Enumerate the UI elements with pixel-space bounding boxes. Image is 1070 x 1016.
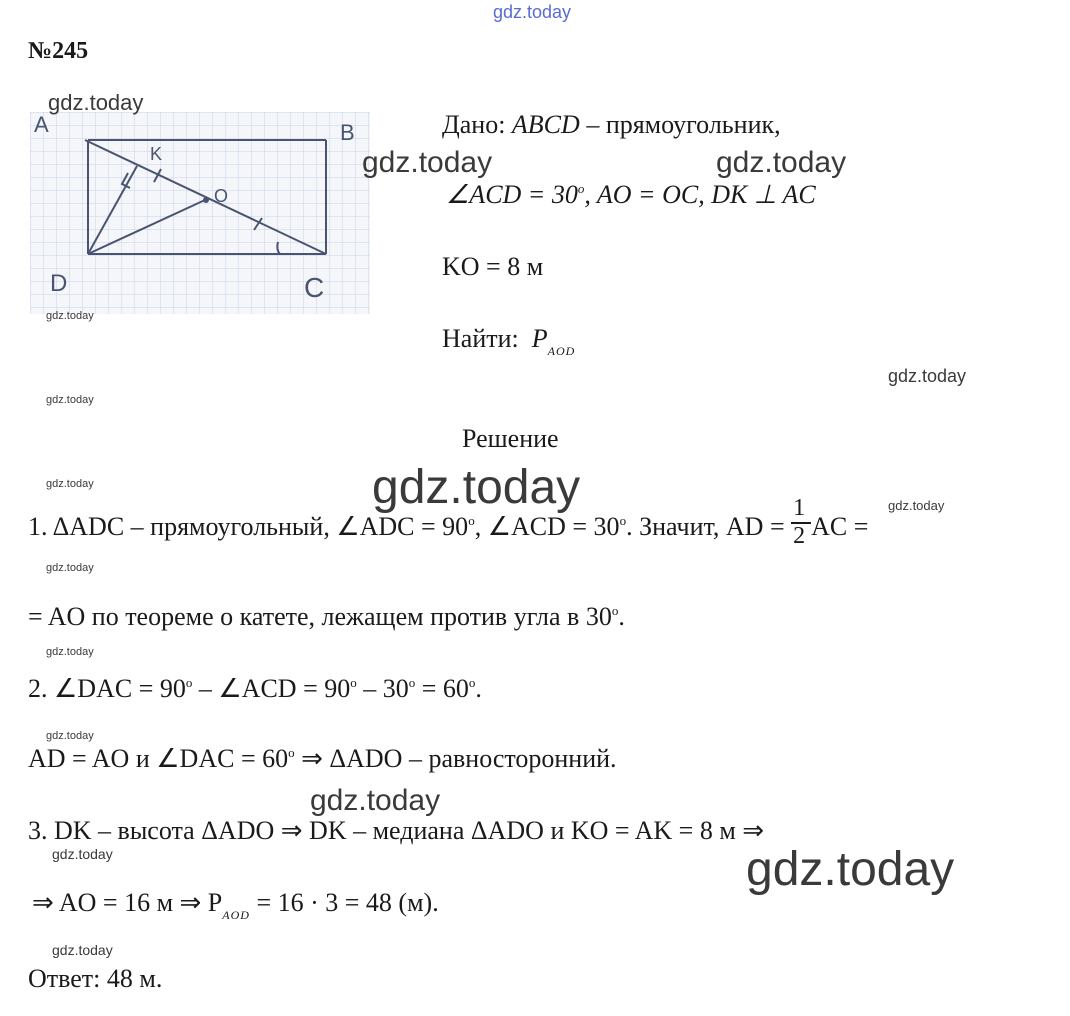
watermark: gdz.today <box>888 366 967 386</box>
watermark: gdz.today <box>716 146 847 179</box>
watermark: gdz.today <box>746 843 955 896</box>
problem-number: №245 <box>28 38 89 64</box>
watermark: gdz.today <box>46 730 94 742</box>
watermark: gdz.today <box>46 310 94 322</box>
figure-label-b: B <box>340 120 355 145</box>
step-2-line-2: AD = AO и ∠DAC = $60^o$ ⇒ ΔADO – равносторонний. <box>28 744 617 773</box>
figure-label-c: C <box>304 272 325 303</box>
fraction-one-half: $\frac{1}{2}$ <box>791 513 811 539</box>
step-3-line-1: 3. DK – высота ΔADO ⇒ DK – медиана ΔADO и KO = AK = 8 м ⇒ <box>28 816 765 845</box>
answer: Ответ: 48 м. <box>28 964 163 993</box>
watermark: gdz.today <box>46 646 94 658</box>
watermark: gdz.today <box>372 461 581 514</box>
watermark-top: gdz.today <box>493 2 572 22</box>
step-3-line-2: ⇒ AO = 16 м ⇒ $P_{AOD} = 16 \cdot 3 = 48$ (м). <box>32 888 439 922</box>
watermark: gdz.today <box>888 498 945 513</box>
given-line-3: KO = 8 м <box>442 252 544 281</box>
figure-label-o: O <box>214 186 229 206</box>
figure-label-d: D <box>50 270 68 297</box>
watermark: gdz.today <box>46 478 94 490</box>
given-line-1: Дано: ABCD – прямоугольник, <box>442 110 781 139</box>
watermark: gdz.today <box>362 146 493 179</box>
given-line-2: ∠ACD = $30^o$, AO = OC, DK ⊥ AC <box>446 180 816 209</box>
watermark: gdz.today <box>48 90 144 115</box>
step-2-line-1: 2. ∠DAC = $90^o$ – ∠ACD = $90^o - 30^o = 60^o$. <box>28 674 482 703</box>
solution-title: Решение <box>462 424 559 453</box>
watermark: gdz.today <box>46 394 94 406</box>
figure-label-a: A <box>34 112 49 137</box>
watermark: gdz.today <box>52 942 113 958</box>
watermark: gdz.today <box>310 784 441 817</box>
find-line: Найти: $P_{AOD}$ <box>442 324 576 358</box>
step-1-line-1: 1. ΔADC – прямоугольный, ∠ADC = $90^o$, ∠ACD = $30^o$. Значит, AD = $\frac{1}{2}$ AC = <box>28 495 869 549</box>
watermark: gdz.today <box>52 846 113 862</box>
figure-label-k: K <box>150 144 163 164</box>
watermark: gdz.today <box>46 562 94 574</box>
step-1-line-2: = AO по теореме о катете, лежащем против угла в 30$^o$. <box>28 602 625 631</box>
